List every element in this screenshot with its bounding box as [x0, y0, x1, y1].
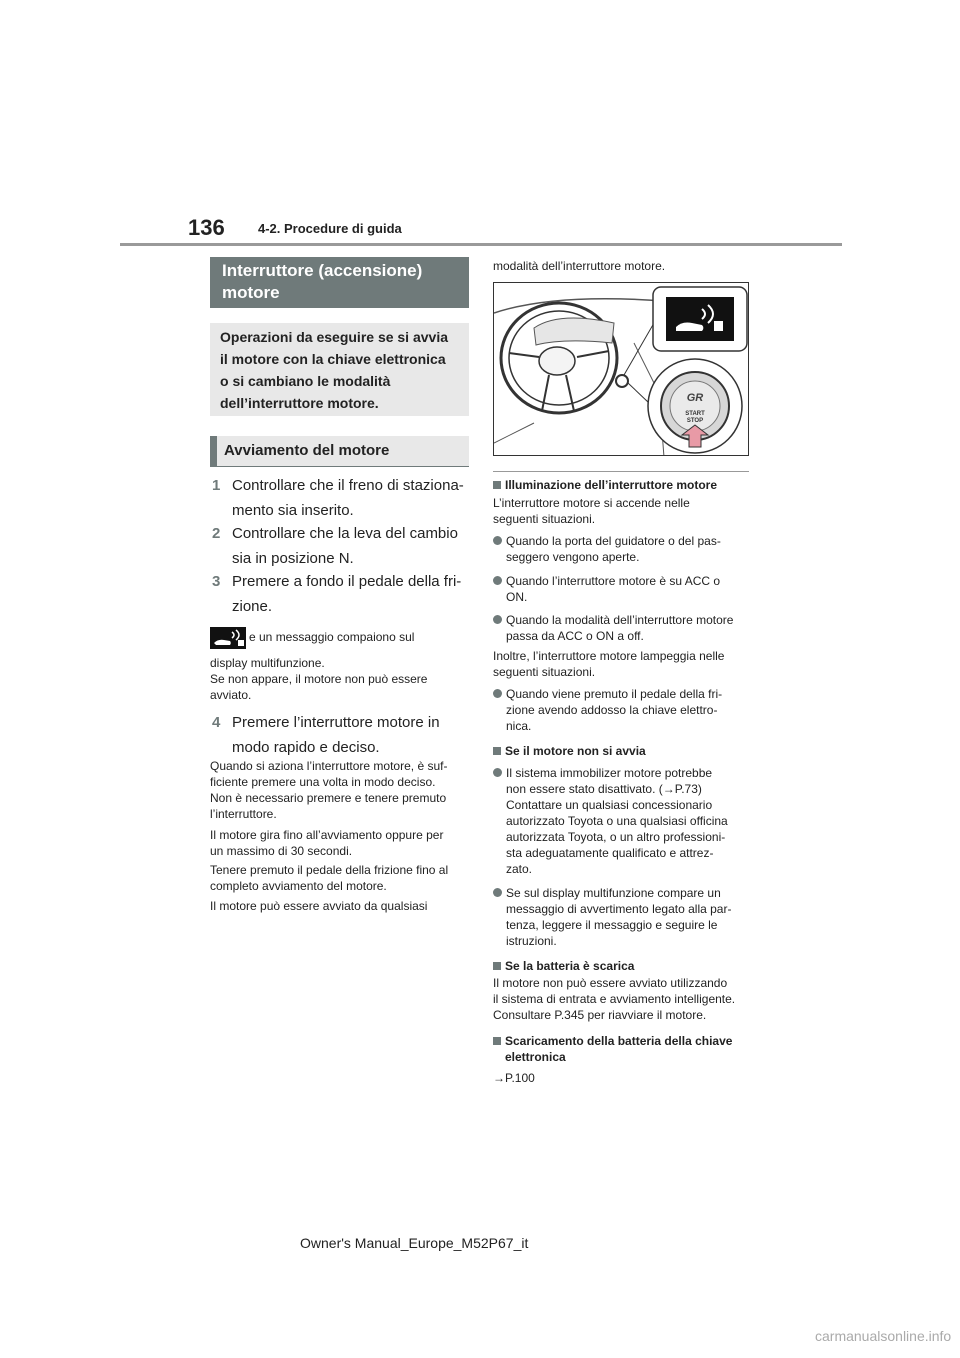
- note-line: avviato.: [210, 688, 252, 702]
- step-line: Premere l’interruttore motore in: [232, 714, 440, 731]
- note-line: Se non appare, il motore non può essere: [210, 672, 428, 686]
- note-line: display multifunzione.: [210, 656, 325, 670]
- step-line: sia in posizione N.: [232, 550, 354, 567]
- step-line: Controllare che il freno di staziona-: [232, 477, 464, 494]
- intro-line: il motore con la chiave elettronica: [220, 351, 446, 367]
- heading-text: Se il motore non si avvia: [505, 744, 646, 758]
- paragraph-1: [210, 758, 472, 822]
- heading-text: Illuminazione dell’interruttore motore: [505, 478, 718, 492]
- paragraph-4: Il motore può essere avviato da qualsiasi: [210, 899, 428, 913]
- text-line: zione avendo addosso la chiave elettro-: [506, 703, 718, 717]
- header-rule: [120, 243, 842, 246]
- step-number: 4: [212, 714, 221, 731]
- para-line: Quando si aziona l’interruttore motore, è suf-: [210, 759, 448, 773]
- step-line: Controllare che la leva del cambio: [232, 525, 458, 542]
- subheading-bar: [210, 436, 217, 467]
- text-line: Se sul display multifunzione compare un: [506, 886, 721, 900]
- step-number: 3: [212, 573, 221, 590]
- step-4: [210, 710, 470, 760]
- text-line: Il sistema immobilizer motore potrebbe: [506, 766, 713, 780]
- step-line: zione.: [232, 598, 273, 615]
- note-block: [210, 655, 472, 703]
- start-label: START: [685, 411, 705, 417]
- subheading-text: Avviamento del motore: [224, 442, 390, 459]
- text-line: autorizzato Toyota o una qualsiasi officina: [506, 814, 728, 828]
- engine-switch-illustration: [493, 282, 749, 456]
- step-number: 1: [212, 477, 221, 494]
- battery-text: [493, 975, 755, 1023]
- para-line: Tenere premuto il pedale della frizione fino al: [210, 863, 449, 877]
- heading-text: Scaricamento della batteria della chiave: [505, 1034, 733, 1048]
- step-number: 2: [212, 525, 221, 542]
- illumination-text: [493, 495, 751, 527]
- square-bullet-icon: [493, 747, 501, 755]
- text-line: passa da ACC o ON a off.: [506, 629, 644, 643]
- intro-line: o si cambiano le modalità: [220, 373, 391, 389]
- bullet-item: [493, 573, 751, 605]
- engine-start-indicator-icon: [210, 627, 246, 649]
- text-line: sta adeguatamente qualificato e attrez-: [506, 846, 714, 860]
- heading-text: elettronica: [505, 1050, 566, 1064]
- step-1: [210, 473, 470, 523]
- no-start-heading: [493, 743, 751, 759]
- para-line: completo avviamento del motore.: [210, 879, 387, 893]
- text-line: Inoltre, l’interruttore motore lampeggia nelle: [493, 649, 725, 663]
- text-line: tenza, leggere il messaggio e seguire le: [506, 918, 718, 932]
- intro-line: Operazioni da eseguire se si avvia: [220, 329, 448, 345]
- bullet-item: [493, 885, 751, 949]
- text-line: Quando l’interruttore motore è su ACC o: [506, 574, 721, 588]
- step-3: [210, 569, 470, 619]
- text-line: seguenti situazioni.: [493, 512, 596, 526]
- footer-text: Owner's Manual_Europe_M52P67_it: [300, 1235, 529, 1251]
- key-battery-heading: [493, 1033, 751, 1065]
- text-line: messaggio di avvertimento legato alla par-: [506, 902, 732, 916]
- bullet-item: [493, 686, 751, 734]
- main-heading-line1: Interruttore (accensione): [222, 261, 423, 280]
- start-stop-label: [677, 411, 713, 425]
- intro-line: dell’interruttore motore.: [220, 395, 379, 411]
- para-line: un massimo di 30 secondi.: [210, 844, 353, 858]
- text-line: zato.: [506, 862, 533, 876]
- bullet-dot-icon: [493, 536, 502, 545]
- bullet-dot-icon: [493, 689, 502, 698]
- heading-text: Se la batteria è scarica: [505, 959, 635, 973]
- text-line: non essere stato disattivato. (→P.73): [506, 782, 702, 796]
- bullet-dot-icon: [493, 576, 502, 585]
- text-line: Consultare P.345 per riavviare il motore.: [493, 1008, 707, 1022]
- intro-box: [210, 323, 469, 416]
- text-line: istruzioni.: [506, 934, 557, 948]
- subheading: [210, 436, 469, 467]
- svg-text:GR: GR: [686, 392, 704, 404]
- icon-note: [210, 627, 470, 649]
- step-line: modo rapido e deciso.: [232, 739, 380, 756]
- main-heading-line2: motore: [222, 283, 280, 302]
- bullet-dot-icon: [493, 615, 502, 624]
- text-line: autorizzata Toyota, o un altro professioni-: [506, 830, 726, 844]
- watermark: carmanualsonline.info: [815, 1328, 952, 1344]
- square-bullet-icon: [493, 481, 501, 489]
- text-line: nica.: [506, 719, 532, 733]
- key-battery-ref[interactable]: →P.100: [493, 1071, 535, 1085]
- text-line: Quando la porta del guidatore o del pas-: [506, 534, 721, 548]
- paragraph-2: [210, 827, 472, 859]
- page-number: 136: [188, 215, 225, 240]
- also-text: [493, 648, 751, 680]
- stop-label: STOP: [686, 418, 704, 424]
- battery-heading: [493, 958, 751, 974]
- text-line: Quando viene premuto il pedale della fri-: [506, 687, 723, 701]
- text-line: seguenti situazioni.: [493, 665, 596, 679]
- text-line: il sistema di entrata e avviamento intelligente.: [493, 992, 736, 1006]
- bullet-item: [493, 765, 751, 877]
- bullet-item: [493, 533, 751, 565]
- para-line: ficiente premere una volta in modo deciso.: [210, 775, 436, 789]
- square-bullet-icon: [493, 962, 501, 970]
- step-line: mento sia inserito.: [232, 502, 354, 519]
- bullet-dot-icon: [493, 768, 502, 777]
- text-line: Contattare un qualsiasi concessionario: [506, 798, 713, 812]
- para-line: Il motore gira fino all’avviamento oppure per: [210, 828, 444, 842]
- icon-note-text: e un messaggio compaiono sul: [249, 630, 415, 645]
- para-line: l’interruttore.: [210, 807, 277, 821]
- figure-divider: [493, 471, 749, 472]
- step-line: Premere a fondo il pedale della fri-: [232, 573, 462, 590]
- text-line: seggero vengono aperte.: [506, 550, 640, 564]
- bullet-item: [493, 612, 751, 644]
- para-line: Non è necessario premere e tenere premuto: [210, 791, 447, 805]
- paragraph-3: [210, 862, 472, 894]
- bullet-dot-icon: [493, 888, 502, 897]
- text-line: ON.: [506, 590, 528, 604]
- section-title: 4-2. Procedure di guida: [258, 221, 402, 236]
- continued-text: modalità dell’interruttore motore.: [493, 259, 666, 273]
- main-heading: [210, 257, 469, 308]
- square-bullet-icon: [493, 1037, 501, 1045]
- text-line: L’interruttore motore si accende nelle: [493, 496, 690, 510]
- step-2: [210, 521, 470, 571]
- illumination-heading: [493, 477, 751, 493]
- text-line: Il motore non può essere avviato utilizzando: [493, 976, 728, 990]
- text-line: Quando la modalità dell’interruttore motore: [506, 613, 734, 627]
